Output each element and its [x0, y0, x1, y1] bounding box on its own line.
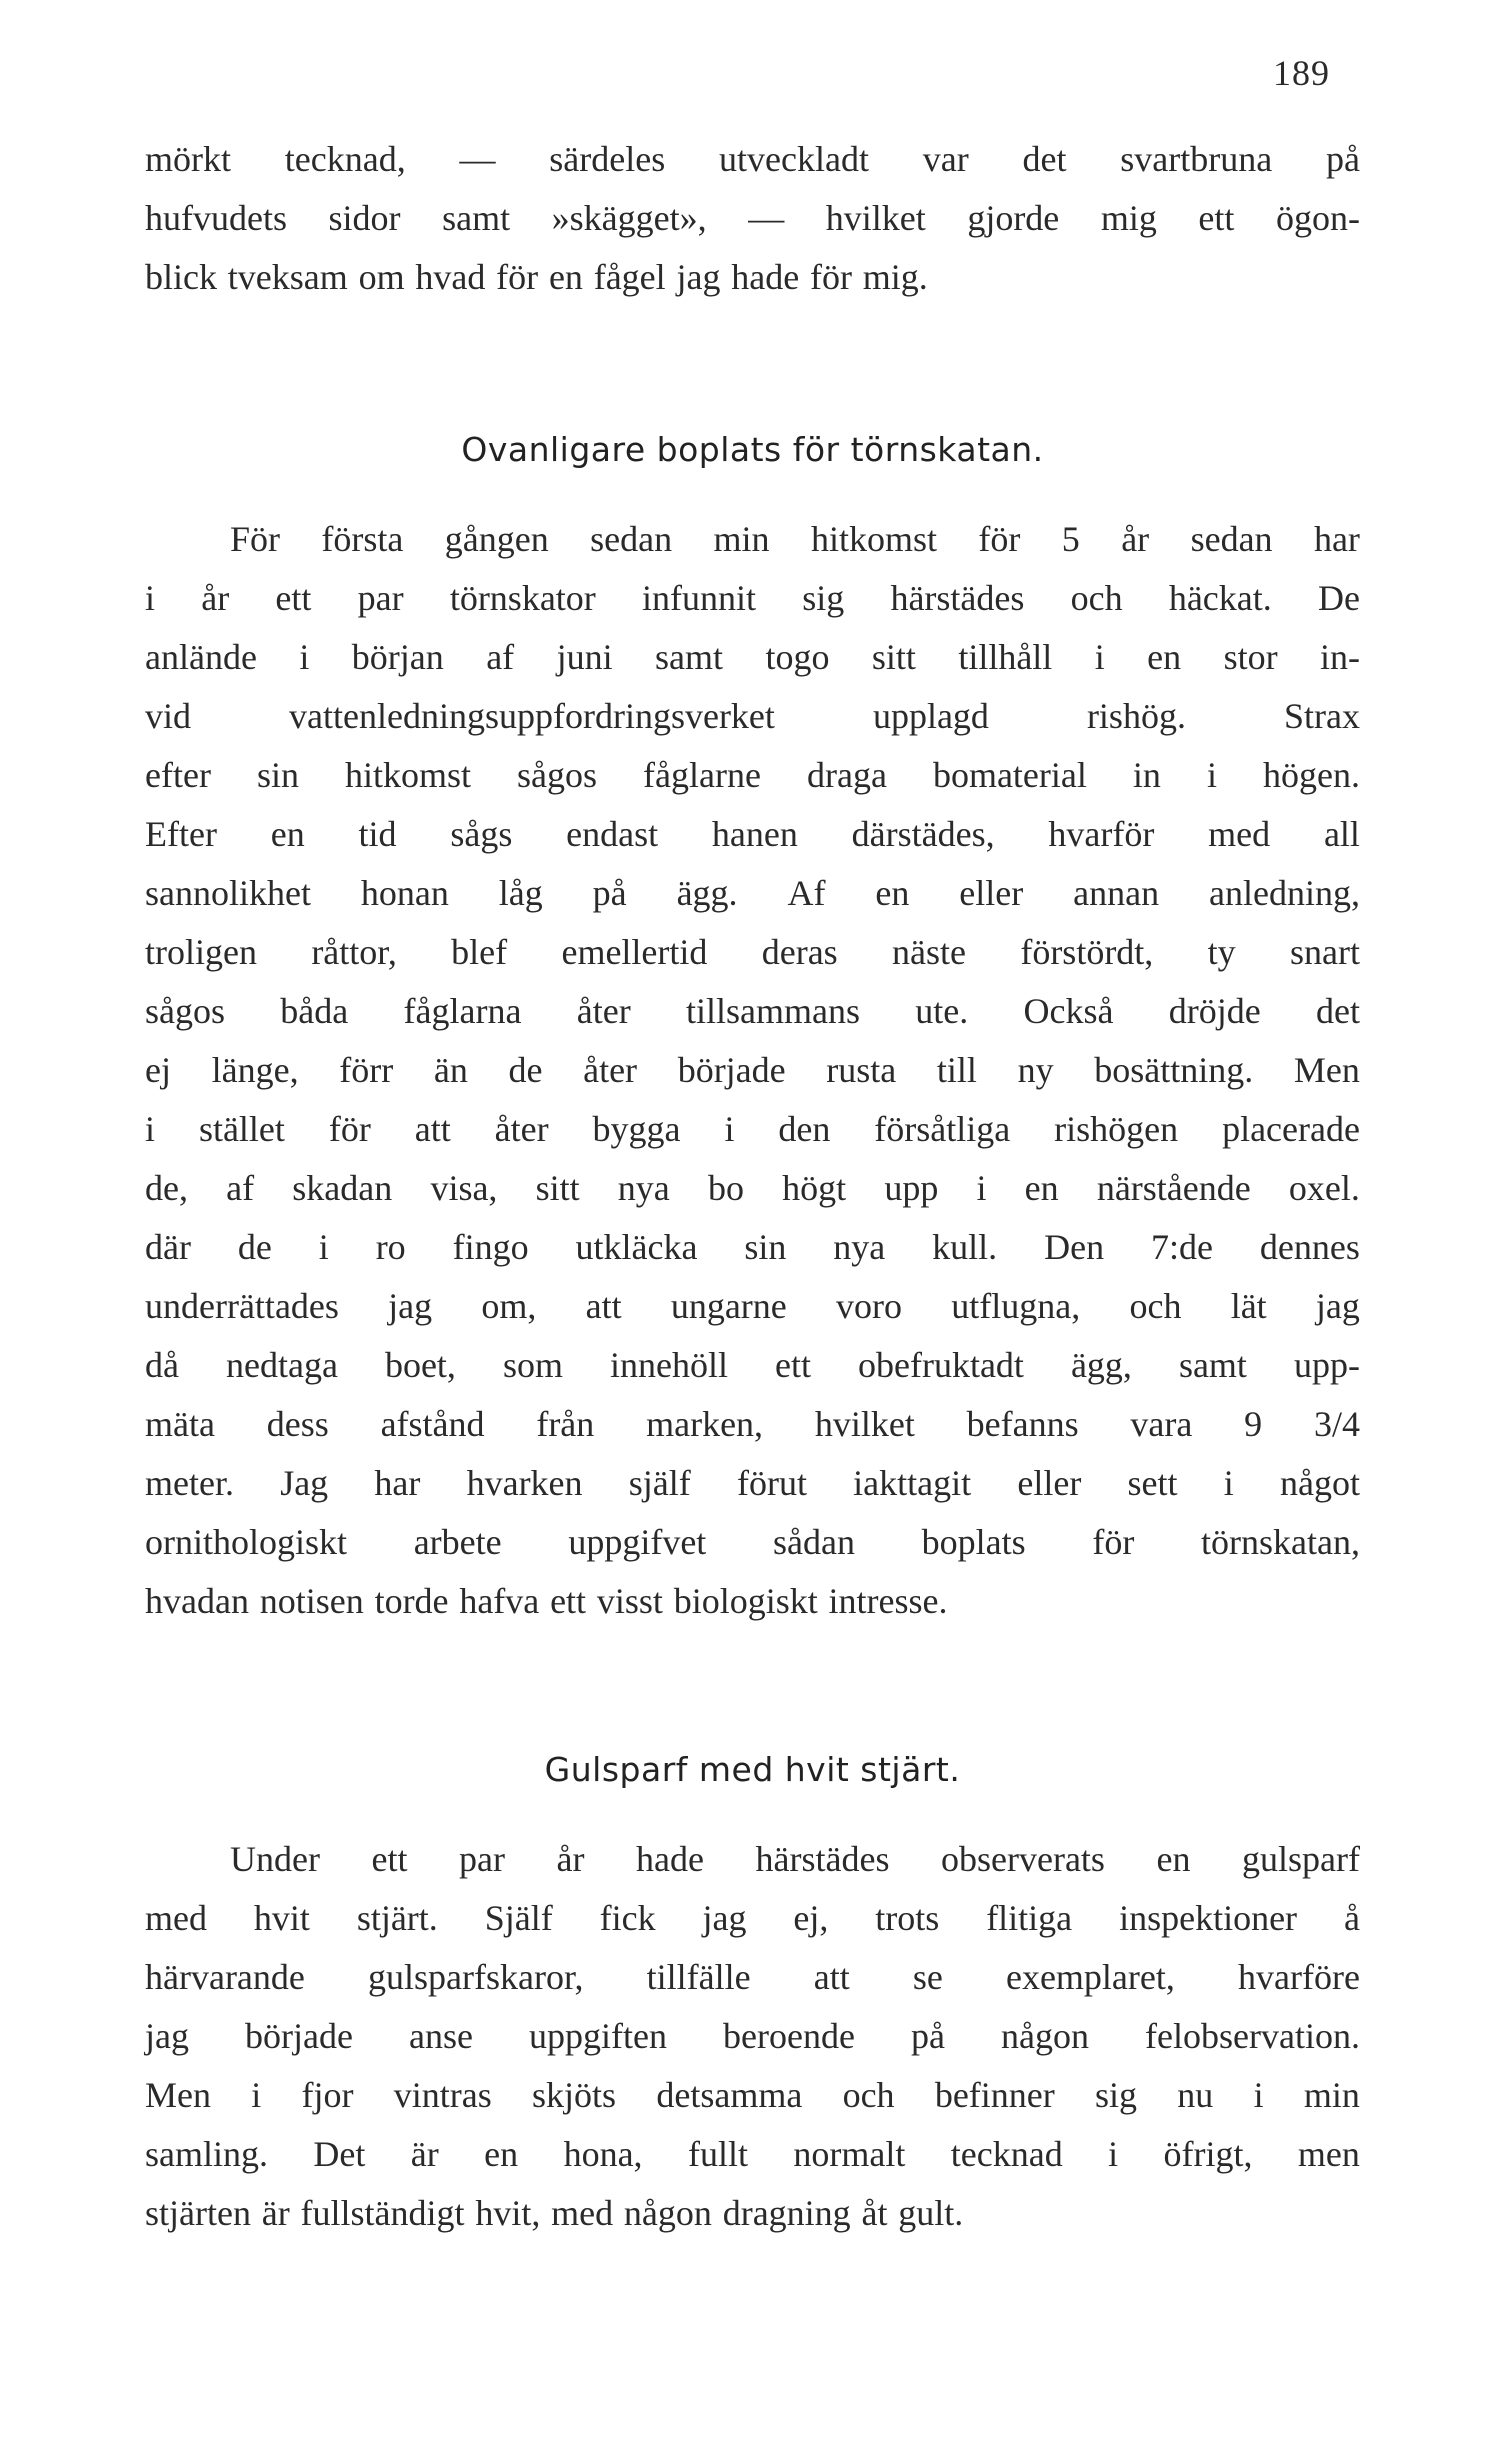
text-line: ej länge, förr än de åter började rusta till ny bosättning. Men — [145, 1050, 1360, 1090]
text-line: sågos båda fåglarna åter tillsammans ute. Också dröjde det — [145, 991, 1360, 1031]
text-line: anlände i början af juni samt togo sitt tillhåll i en stor in- — [145, 637, 1360, 677]
text-line: härvarande gulsparfskaror, tillfälle att se exemplaret, hvarföre — [145, 1957, 1360, 1997]
text-line: sannolikhet honan låg på ägg. Af en eller annan anledning, — [145, 873, 1360, 913]
text-line: då nedtaga boet, som innehöll ett obefruktadt ägg, samt upp- — [145, 1345, 1360, 1385]
text-line: samling. Det är en hona, fullt normalt tecknad i öfrigt, men — [145, 2134, 1360, 2174]
text-line: ornithologiskt arbete uppgifvet sådan boplats för törnskatan, — [145, 1522, 1360, 1562]
text-line: jag började anse uppgiften beroende på någon felobservation. — [145, 2016, 1360, 2056]
text-line: hufvudets sidor samt »skägget», — hvilket gjorde mig ett ögon- — [145, 198, 1360, 238]
text-line: troligen råttor, blef emellertid deras näste förstördt, ty snart — [145, 932, 1360, 972]
text-line: För första gången sedan min hitkomst för 5 år sedan har — [230, 519, 1360, 559]
section-body-tornskatan — [145, 510, 1360, 1631]
text-line: i stället för att åter bygga i den försåtliga rishögen placerade — [145, 1109, 1360, 1149]
text-line: meter. Jag har hvarken själf förut iakttagit eller sett i något — [145, 1463, 1360, 1503]
text-line: mörkt tecknad, — särdeles utveckladt var det svartbruna på — [145, 139, 1360, 179]
section-heading-gulsparf: Gulsparf med hvit stjärt. — [544, 1750, 961, 1789]
text-line: hvadan notisen torde hafva ett visst biologiskt intresse. — [145, 1581, 948, 1621]
text-line: mäta dess afstånd från marken, hvilket befanns vara 9 3/4 — [145, 1404, 1360, 1444]
section-heading-tornskatan: Ovanligare boplats för törnskatan. — [461, 430, 1044, 469]
section-body-gulsparf — [145, 1830, 1360, 2243]
intro-paragraph — [145, 130, 1360, 307]
text-line: de, af skadan visa, sitt nya bo högt upp i en närstående oxel. — [145, 1168, 1360, 1208]
page-number: 189 — [1273, 53, 1330, 93]
text-line: efter sin hitkomst sågos fåglarne draga bomaterial in i högen. — [145, 755, 1360, 795]
text-line: Men i fjor vintras skjöts detsamma och befinner sig nu i min — [145, 2075, 1360, 2115]
text-line: med hvit stjärt. Själf fick jag ej, trots flitiga inspektioner å — [145, 1898, 1360, 1938]
text-line: underrättades jag om, att ungarne voro utflugna, och lät jag — [145, 1286, 1360, 1326]
text-line: blick tveksam om hvad för en fågel jag hade för mig. — [145, 257, 928, 297]
text-line: stjärten är fullständigt hvit, med någon dragning åt gult. — [145, 2193, 964, 2233]
text-line: i år ett par törnskator infunnit sig härstädes och häckat. De — [145, 578, 1360, 618]
text-line: vid vattenledningsuppfordringsverket upplagd rishög. Strax — [145, 696, 1360, 736]
text-line: Efter en tid sågs endast hanen därstädes, hvarför med all — [145, 814, 1360, 854]
text-line: Under ett par år hade härstädes observerats en gulsparf — [230, 1839, 1360, 1879]
text-line: där de i ro fingo utkläcka sin nya kull. Den 7:de dennes — [145, 1227, 1360, 1267]
